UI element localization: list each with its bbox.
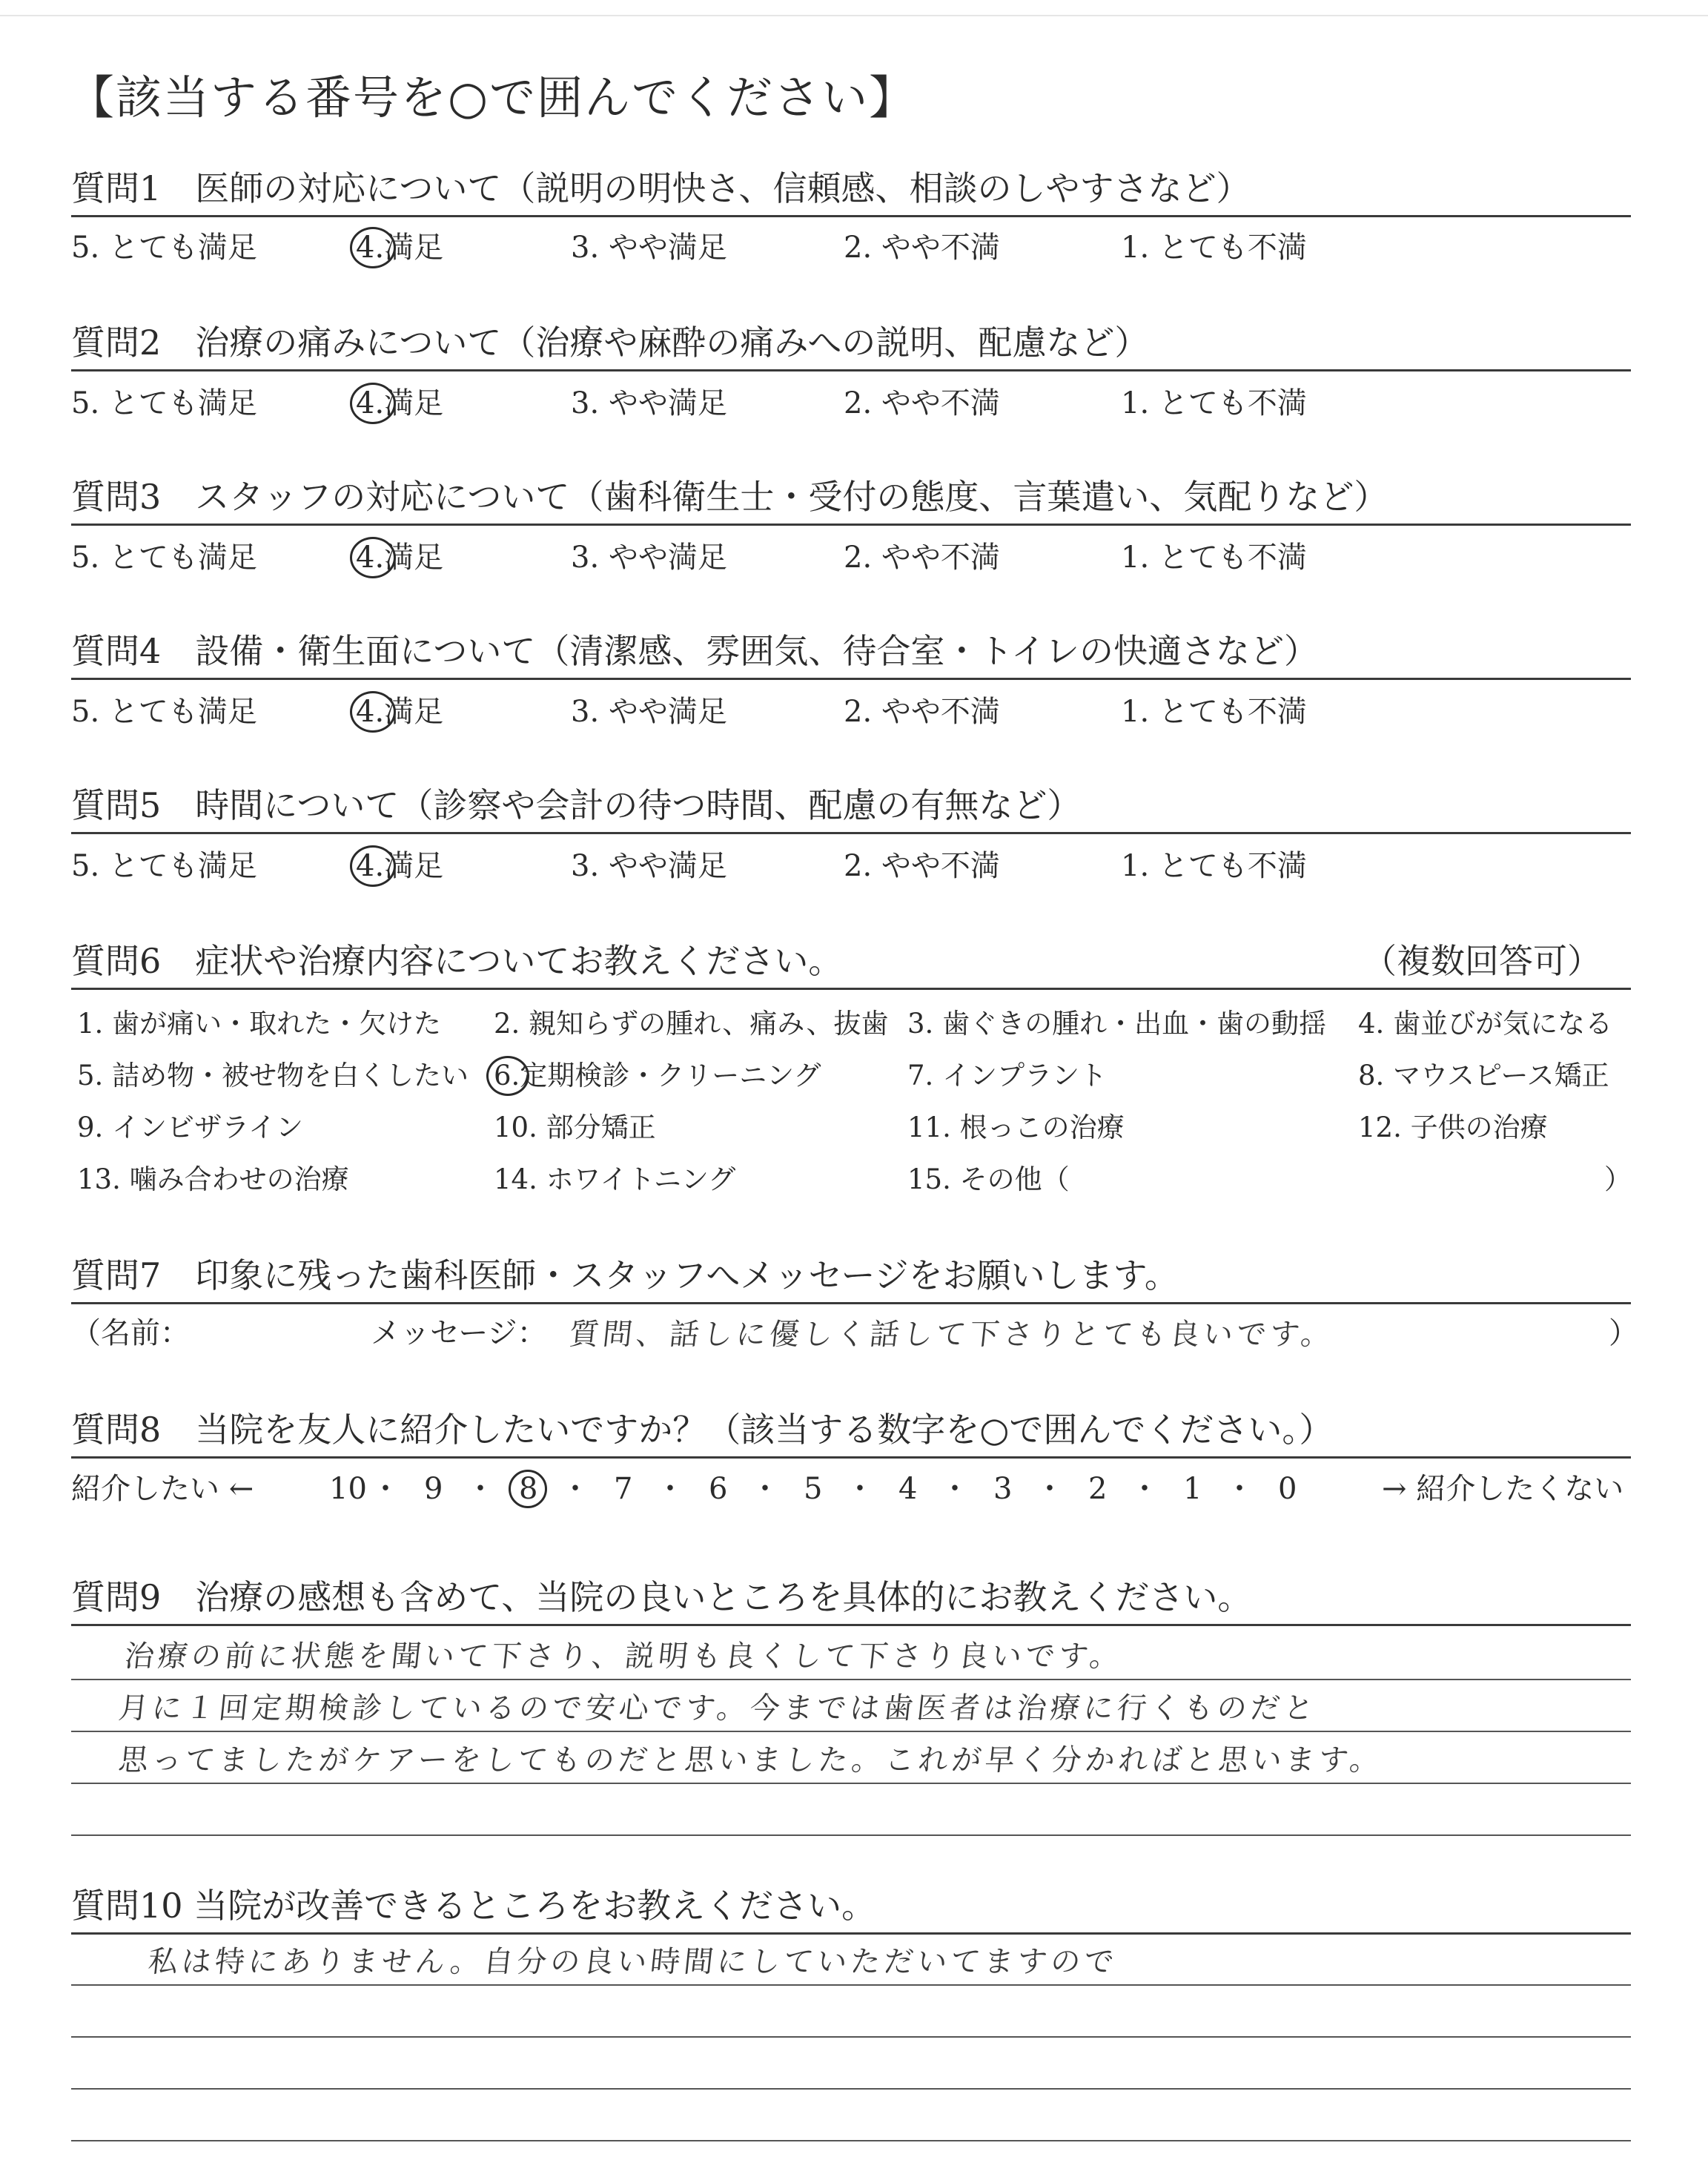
q8-right-label: → 紹介したくない bbox=[1382, 1472, 1624, 1506]
q8-left-label: 紹介したい ← bbox=[71, 1472, 254, 1506]
q2-heading: 質問2 治療の痛みについて（治療や麻酔の痛みへの説明、配慮など） bbox=[71, 323, 1149, 363]
q2-options bbox=[71, 384, 1631, 423]
q10-rule bbox=[71, 1932, 1631, 1935]
q6-item-3[interactable]: 3. 歯ぐきの腫れ・出血・歯の動揺 bbox=[907, 1008, 1327, 1040]
q6-item-8[interactable]: 8. マウスピース矯正 bbox=[1358, 1060, 1609, 1091]
q7-close-paren: ） bbox=[1609, 1316, 1638, 1350]
q5-option-2[interactable]: 2. やや不満 bbox=[844, 849, 1000, 883]
selection-circle bbox=[350, 383, 396, 424]
q2-option-5[interactable]: 5. とても満足 bbox=[71, 386, 257, 420]
q9-answer-text-1[interactable]: 治療の前に状態を聞いて下さり、説明も良くして下さり良いです。 bbox=[122, 1639, 1125, 1674]
q8-separator: ・ bbox=[560, 1472, 590, 1506]
q9-answer-text-2[interactable]: 月に１回定期検診しているので安心です。今までは歯医者は治療に行くものだと bbox=[116, 1691, 1320, 1725]
q8-separator: ・ bbox=[1225, 1472, 1254, 1506]
q6-rule bbox=[71, 988, 1631, 990]
q6-item-2[interactable]: 2. 親知らずの腫れ、痛み、抜歯 bbox=[494, 1008, 889, 1040]
selection-circle bbox=[509, 1470, 547, 1508]
q6-item-6[interactable]: 6.定期検診・クリーニング bbox=[494, 1060, 821, 1091]
q7-message-text[interactable]: 質問、話しに優しく話して下さりとても良いです。 bbox=[567, 1318, 1337, 1352]
q4-option-3[interactable]: 3. やや満足 bbox=[571, 695, 727, 729]
q3-option-2[interactable]: 2. やや不満 bbox=[844, 541, 1000, 575]
q2-option-4[interactable]: 4.満足 bbox=[356, 386, 444, 420]
q3-rule bbox=[71, 524, 1631, 526]
q7-message-label: メッセージ： bbox=[371, 1316, 547, 1350]
q8-scale bbox=[71, 1468, 1631, 1510]
q8-separator: ・ bbox=[1035, 1472, 1065, 1506]
q10-answer-line-4 bbox=[71, 2140, 1631, 2141]
q6-item-4[interactable]: 4. 歯並びが気になる bbox=[1358, 1008, 1613, 1040]
top-edge-line bbox=[0, 15, 1708, 16]
q8-number-3[interactable]: 3 bbox=[993, 1472, 1013, 1506]
q5-option-3[interactable]: 3. やや満足 bbox=[571, 849, 727, 883]
q8-number-5[interactable]: 5 bbox=[804, 1472, 823, 1506]
q9-answer-text-3[interactable]: 思ってましたがケアーをしてものだと思いました。これが早く分かればと思います。 bbox=[116, 1743, 1386, 1777]
q8-number-10[interactable]: 10 bbox=[329, 1472, 367, 1506]
q8-separator: ・ bbox=[466, 1472, 495, 1506]
q1-options bbox=[71, 228, 1631, 267]
q8-number-6[interactable]: 6 bbox=[709, 1472, 728, 1506]
selection-circle bbox=[486, 1056, 529, 1096]
selection-circle bbox=[350, 691, 396, 733]
q2-rule bbox=[71, 369, 1631, 371]
q8-number-0[interactable]: 0 bbox=[1278, 1472, 1297, 1506]
q8-number-1[interactable]: 1 bbox=[1183, 1472, 1202, 1506]
q3-options bbox=[71, 538, 1631, 577]
q1-heading: 質問1 医師の対応について（説明の明快さ、信頼感、相談のしやすさなど） bbox=[71, 168, 1251, 208]
q8-separator: ・ bbox=[1130, 1472, 1159, 1506]
q5-options bbox=[71, 847, 1631, 885]
q6-item-13[interactable]: 13. 噛み合わせの治療 bbox=[77, 1163, 349, 1195]
q2-option-2[interactable]: 2. やや不満 bbox=[844, 386, 1000, 420]
q4-options bbox=[71, 693, 1631, 731]
q8-separator: ・ bbox=[845, 1472, 875, 1506]
q8-rule bbox=[71, 1456, 1631, 1459]
q9-answer-line-2 bbox=[71, 1731, 1631, 1732]
q4-option-2[interactable]: 2. やや不満 bbox=[844, 695, 1000, 729]
q10-answer-line-3 bbox=[71, 2088, 1631, 2090]
q6-item-10[interactable]: 10. 部分矯正 bbox=[494, 1112, 656, 1143]
q6-item-12[interactable]: 12. 子供の治療 bbox=[1358, 1112, 1548, 1143]
selection-circle bbox=[350, 537, 396, 578]
page-title: 【該当する番号を○で囲んでください】 bbox=[68, 70, 917, 125]
q1-option-1[interactable]: 1. とても不満 bbox=[1121, 231, 1307, 265]
q9-answer-line-1 bbox=[71, 1679, 1631, 1680]
q6-item-1[interactable]: 1. 歯が痛い・取れた・欠けた bbox=[77, 1008, 442, 1040]
q10-answer-line-2 bbox=[71, 2036, 1631, 2038]
q8-separator: ・ bbox=[371, 1472, 400, 1506]
q7-rule bbox=[71, 1302, 1631, 1304]
q3-option-4[interactable]: 4.満足 bbox=[356, 541, 444, 575]
q6-item-15[interactable]: 15. その他（ bbox=[907, 1163, 1070, 1195]
q8-number-8[interactable]: 8 bbox=[519, 1472, 538, 1506]
q4-option-5[interactable]: 5. とても満足 bbox=[71, 695, 257, 729]
q6-heading: 質問6 症状や治療内容についてお教えください。 bbox=[71, 941, 843, 981]
q3-heading: 質問3 スタッフの対応について（歯科衛生士・受付の態度、言葉遣い、気配りなど） bbox=[71, 477, 1388, 517]
q6-item-7[interactable]: 7. インプラント bbox=[907, 1060, 1108, 1091]
q3-option-1[interactable]: 1. とても不満 bbox=[1121, 541, 1307, 575]
q7-heading: 質問7 印象に残った歯科医師・スタッフへメッセージをお願いします。 bbox=[71, 1255, 1179, 1295]
selection-circle bbox=[350, 845, 396, 887]
q8-number-7[interactable]: 7 bbox=[614, 1472, 633, 1506]
q9-answer-line-4 bbox=[71, 1834, 1631, 1836]
q2-option-1[interactable]: 1. とても不満 bbox=[1121, 386, 1307, 420]
q2-option-3[interactable]: 3. やや満足 bbox=[571, 386, 727, 420]
q6-item-14[interactable]: 14. ホワイトニング bbox=[494, 1163, 736, 1195]
q1-option-3[interactable]: 3. やや満足 bbox=[571, 231, 727, 265]
q8-separator: ・ bbox=[940, 1472, 970, 1506]
q8-number-2[interactable]: 2 bbox=[1088, 1472, 1108, 1506]
q5-option-1[interactable]: 1. とても不満 bbox=[1121, 849, 1307, 883]
q9-rule bbox=[71, 1624, 1631, 1626]
q10-answer-text-1[interactable]: 私は特にありません。自分の良い時間にしていただいてますので bbox=[146, 1945, 1119, 1979]
q4-option-1[interactable]: 1. とても不満 bbox=[1121, 695, 1307, 729]
q1-option-4[interactable]: 4.満足 bbox=[356, 231, 444, 265]
q6-item-9[interactable]: 9. インビザライン bbox=[77, 1112, 303, 1143]
q3-option-3[interactable]: 3. やや満足 bbox=[571, 541, 727, 575]
q8-number-9[interactable]: 9 bbox=[424, 1472, 443, 1506]
q6-item-11[interactable]: 11. 根っこの治療 bbox=[907, 1112, 1125, 1143]
q10-heading: 質問10 当院が改善できるところをお教えください。 bbox=[71, 1886, 876, 1926]
q3-option-5[interactable]: 5. とても満足 bbox=[71, 541, 257, 575]
q9-heading: 質問9 治療の感想も含めて、当院の良いところを具体的にお教えください。 bbox=[71, 1577, 1252, 1617]
q6-other-close-paren: ） bbox=[1604, 1163, 1632, 1195]
q8-number-4[interactable]: 4 bbox=[898, 1472, 918, 1506]
q6-note: （複数回答可） bbox=[1363, 941, 1601, 981]
q1-rule bbox=[71, 215, 1631, 217]
q5-heading: 質問5 時間について（診察や会計の待つ時間、配慮の有無など） bbox=[71, 785, 1082, 825]
q4-option-4[interactable]: 4.満足 bbox=[356, 695, 444, 729]
q6-item-5[interactable]: 5. 詰め物・被せ物を白くしたい bbox=[77, 1060, 469, 1091]
q1-option-5[interactable]: 5. とても満足 bbox=[71, 231, 257, 265]
q5-option-5[interactable]: 5. とても満足 bbox=[71, 849, 257, 883]
q4-heading: 質問4 設備・衛生面について（清潔感、雰囲気、待合室・トイレの快適さなど） bbox=[71, 631, 1319, 671]
q1-option-2[interactable]: 2. やや不満 bbox=[844, 231, 1000, 265]
q8-heading: 質問8 当院を友人に紹介したいですか？（該当する数字を○で囲んでください。） bbox=[71, 1410, 1334, 1450]
q7-name-label: （名前： bbox=[71, 1316, 190, 1350]
q8-separator: ・ bbox=[655, 1472, 685, 1506]
selection-circle bbox=[350, 227, 396, 268]
q5-option-4[interactable]: 4.満足 bbox=[356, 849, 444, 883]
q9-answer-line-3 bbox=[71, 1783, 1631, 1784]
q10-answer-line-1 bbox=[71, 1984, 1631, 1986]
q8-separator: ・ bbox=[750, 1472, 780, 1506]
q5-rule bbox=[71, 832, 1631, 834]
q4-rule bbox=[71, 678, 1631, 680]
